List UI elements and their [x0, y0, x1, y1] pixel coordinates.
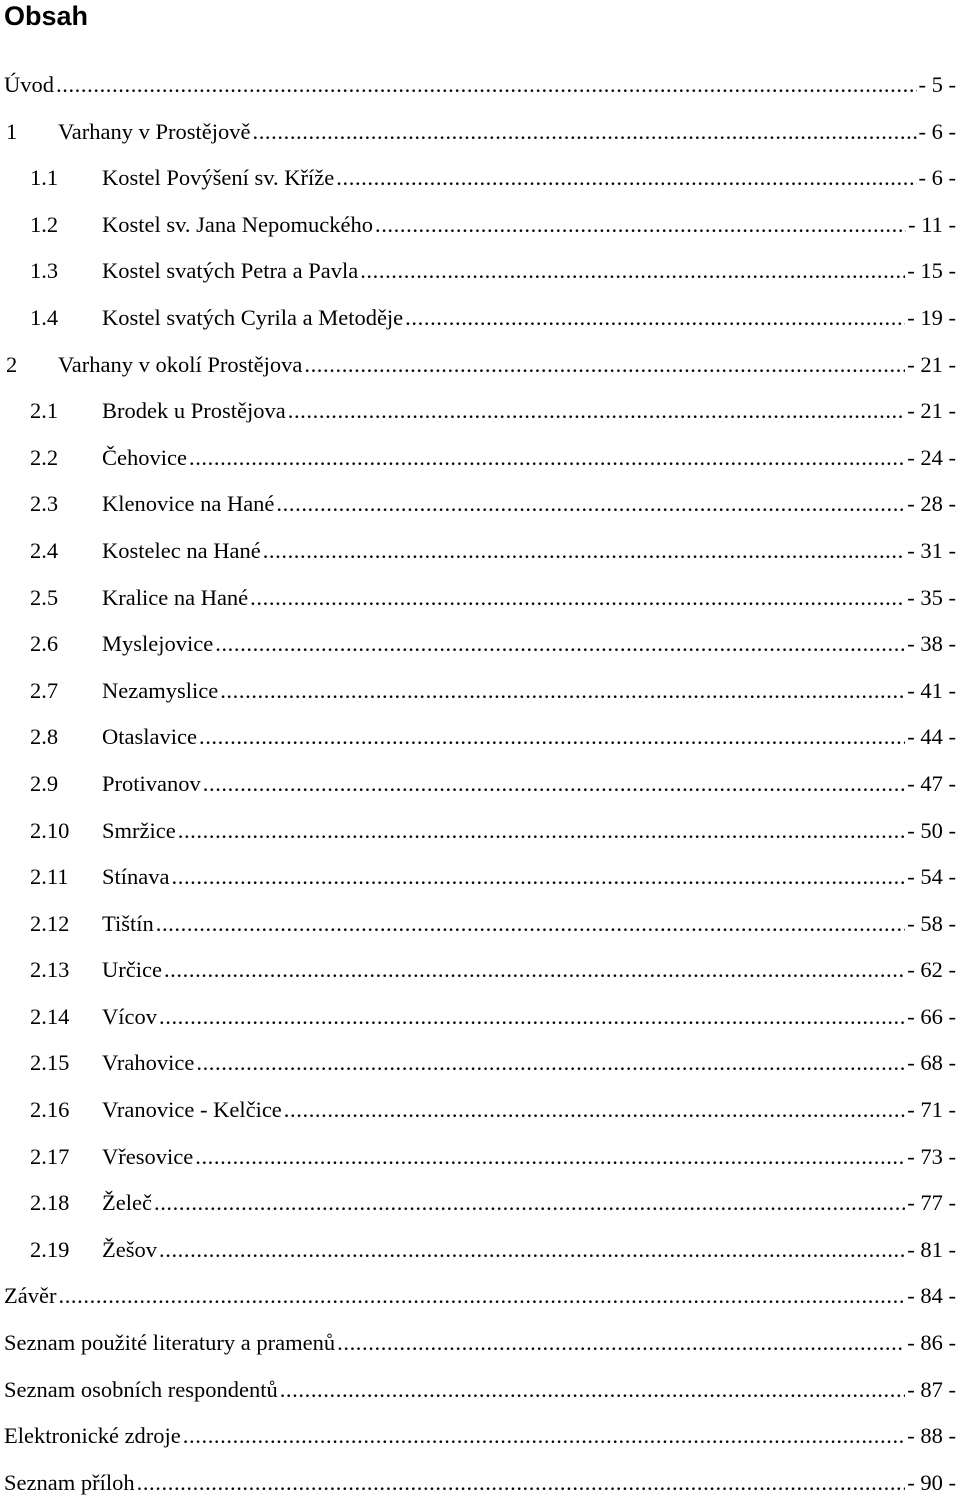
toc-entry-page-number: - 73 -: [907, 1134, 960, 1181]
toc-entry-number: 2.9: [30, 761, 102, 808]
dot-leader: [263, 528, 906, 575]
toc-entry-title: Seznam příloh: [4, 1460, 135, 1506]
toc-entry-page-number: - 28 -: [907, 481, 960, 528]
dot-leader: [337, 1320, 905, 1367]
dot-leader: [195, 1134, 905, 1181]
toc-entry[interactable]: [0, 109, 960, 156]
dot-leader: [284, 1087, 905, 1134]
toc-entry-page-number: - 6 -: [919, 155, 960, 202]
toc-entry-page-number: - 38 -: [907, 621, 960, 668]
dot-leader: [178, 808, 906, 855]
toc-entry-page-number: - 11 -: [908, 202, 960, 249]
toc-entry-title: Klenovice na Hané: [102, 481, 274, 528]
toc-entry[interactable]: [0, 1040, 960, 1087]
dot-leader: [58, 1273, 905, 1320]
toc-entry-number: 2: [6, 342, 58, 389]
toc-entry-page-number: - 15 -: [907, 248, 960, 295]
dot-leader: [250, 575, 905, 622]
toc-entry-page-number: - 84 -: [907, 1273, 960, 1320]
dot-leader: [137, 1460, 906, 1506]
dot-leader: [159, 1227, 905, 1274]
toc-entry-page-number: - 50 -: [907, 808, 960, 855]
toc-entry-page-number: - 5 -: [919, 62, 960, 109]
toc-entry-title: Seznam osobních respondentů: [4, 1367, 278, 1414]
toc-entry-number: 1.4: [30, 295, 102, 342]
toc-entry-page-number: - 68 -: [907, 1040, 960, 1087]
toc-entry[interactable]: [0, 714, 960, 761]
toc-entry-number: 2.7: [30, 668, 102, 715]
toc-entry-number: 2.4: [30, 528, 102, 575]
toc-entry-page-number: - 24 -: [907, 435, 960, 482]
toc-entry-page-number: - 31 -: [907, 528, 960, 575]
toc-entry[interactable]: [0, 1227, 960, 1274]
toc-entry-title: Varhany v Prostějově: [58, 109, 250, 156]
toc-entry[interactable]: [0, 1087, 960, 1134]
dot-leader: [56, 62, 917, 109]
toc-entry-title: Myslejovice: [102, 621, 213, 668]
toc-entry[interactable]: [0, 435, 960, 482]
toc-entry-number: 1.2: [30, 202, 102, 249]
toc-entry-number: 1.1: [30, 155, 102, 202]
dot-leader: [172, 854, 906, 901]
toc-entry[interactable]: [0, 388, 960, 435]
toc-entry-number: 2.6: [30, 621, 102, 668]
table-of-contents: [0, 62, 960, 1506]
toc-entry[interactable]: [0, 295, 960, 342]
toc-entry-page-number: - 47 -: [907, 761, 960, 808]
toc-entry-page-number: - 88 -: [907, 1413, 960, 1460]
dot-leader: [304, 342, 905, 389]
dot-leader: [252, 109, 916, 156]
toc-entry[interactable]: [0, 1367, 960, 1414]
toc-entry-title: Vřesovice: [102, 1134, 193, 1181]
toc-entry-page-number: - 6 -: [919, 109, 960, 156]
dot-leader: [164, 947, 905, 994]
dot-leader: [156, 901, 906, 948]
toc-entry[interactable]: [0, 342, 960, 389]
toc-entry-title: Kostel Povýšení sv. Kříže: [102, 155, 334, 202]
toc-entry[interactable]: [0, 202, 960, 249]
toc-entry-number: 2.15: [30, 1040, 102, 1087]
toc-entry[interactable]: [0, 808, 960, 855]
toc-entry-title: Brodek u Prostějova: [102, 388, 286, 435]
dot-leader: [336, 155, 916, 202]
dot-leader: [288, 388, 906, 435]
dot-leader: [159, 994, 905, 1041]
dot-leader: [280, 1367, 906, 1414]
toc-entry-title: Stínava: [102, 854, 170, 901]
toc-entry-number: 2.14: [30, 994, 102, 1041]
toc-entry-number: 1: [6, 109, 58, 156]
toc-entry[interactable]: [0, 1320, 960, 1367]
dot-leader: [276, 481, 905, 528]
toc-entry-title: Úvod: [4, 62, 54, 109]
toc-entry-page-number: - 86 -: [907, 1320, 960, 1367]
toc-entry-title: Kralice na Hané: [102, 575, 248, 622]
toc-entry-page-number: - 44 -: [907, 714, 960, 761]
toc-entry-title: Nezamyslice: [102, 668, 218, 715]
toc-entry-title: Kostel svatých Petra a Pavla: [102, 248, 358, 295]
toc-entry-title: Kostelec na Hané: [102, 528, 261, 575]
toc-entry-page-number: - 41 -: [907, 668, 960, 715]
toc-entry-page-number: - 71 -: [907, 1087, 960, 1134]
toc-entry-number: 2.13: [30, 947, 102, 994]
toc-entry-number: 2.12: [30, 901, 102, 948]
toc-entry-number: 2.1: [30, 388, 102, 435]
toc-entry-number: 2.18: [30, 1180, 102, 1227]
toc-entry-number: 2.17: [30, 1134, 102, 1181]
toc-entry-number: 2.3: [30, 481, 102, 528]
toc-entry-title: Kostel svatých Cyrila a Metoděje: [102, 295, 403, 342]
toc-entry-page-number: - 90 -: [907, 1460, 960, 1506]
toc-entry-title: Kostel sv. Jana Nepomuckého: [102, 202, 373, 249]
toc-entry[interactable]: [0, 901, 960, 948]
toc-entry-title: Vrahovice: [102, 1040, 194, 1087]
toc-entry-number: 2.2: [30, 435, 102, 482]
toc-entry-title: Seznam použité literatury a pramenů: [4, 1320, 335, 1367]
toc-entry-title: Otaslavice: [102, 714, 197, 761]
dot-leader: [196, 1040, 905, 1087]
toc-entry-title: Vícov: [102, 994, 157, 1041]
toc-entry-number: 2.5: [30, 575, 102, 622]
toc-entry[interactable]: [0, 761, 960, 808]
toc-entry-title: Smržice: [102, 808, 176, 855]
toc-entry-page-number: - 62 -: [907, 947, 960, 994]
toc-entry-title: Protivanov: [102, 761, 201, 808]
toc-entry[interactable]: [0, 575, 960, 622]
toc-entry-page-number: - 21 -: [907, 388, 960, 435]
toc-entry-title: Závěr: [4, 1273, 56, 1320]
toc-entry[interactable]: [0, 155, 960, 202]
toc-entry-page-number: - 81 -: [907, 1227, 960, 1274]
toc-entry-title: Určice: [102, 947, 162, 994]
toc-entry[interactable]: [0, 1413, 960, 1460]
dot-leader: [220, 668, 905, 715]
toc-entry-page-number: - 77 -: [907, 1180, 960, 1227]
toc-entry[interactable]: [0, 62, 960, 109]
toc-entry-page-number: - 87 -: [907, 1367, 960, 1414]
toc-entry-page-number: - 35 -: [907, 575, 960, 622]
toc-entry[interactable]: [0, 854, 960, 901]
dot-leader: [405, 295, 905, 342]
dot-leader: [189, 435, 905, 482]
toc-entry-number: 2.11: [30, 854, 102, 901]
toc-entry-number: 2.8: [30, 714, 102, 761]
toc-entry[interactable]: [0, 668, 960, 715]
toc-entry-title: Žešov: [102, 1227, 157, 1274]
toc-entry-number: 2.10: [30, 808, 102, 855]
dot-leader: [203, 761, 906, 808]
toc-entry-title: Želeč: [102, 1180, 152, 1227]
dot-leader: [154, 1180, 905, 1227]
dot-leader: [183, 1413, 905, 1460]
dot-leader: [215, 621, 905, 668]
toc-entry-number: 2.16: [30, 1087, 102, 1134]
toc-entry[interactable]: [0, 248, 960, 295]
toc-entry[interactable]: [0, 1460, 960, 1506]
toc-entry[interactable]: [0, 481, 960, 528]
toc-entry-title: Elektronické zdroje: [4, 1413, 181, 1460]
toc-entry[interactable]: [0, 1180, 960, 1227]
toc-entry[interactable]: [0, 947, 960, 994]
toc-entry-page-number: - 58 -: [907, 901, 960, 948]
toc-entry-page-number: - 66 -: [907, 994, 960, 1041]
toc-entry-page-number: - 54 -: [907, 854, 960, 901]
toc-entry-title: Varhany v okolí Prostějova: [58, 342, 302, 389]
toc-entry-number: 2.19: [30, 1227, 102, 1274]
toc-entry[interactable]: [0, 994, 960, 1041]
dot-leader: [199, 714, 905, 761]
dot-leader: [360, 248, 905, 295]
toc-entry-page-number: - 21 -: [907, 342, 960, 389]
page-title: Obsah: [4, 0, 88, 32]
toc-entry-title: Čehovice: [102, 435, 187, 482]
dot-leader: [375, 202, 906, 249]
toc-entry[interactable]: [0, 528, 960, 575]
toc-entry-page-number: - 19 -: [907, 295, 960, 342]
toc-entry-title: Vranovice - Kelčice: [102, 1087, 282, 1134]
toc-entry-title: Tištín: [102, 901, 154, 948]
toc-entry-number: 1.3: [30, 248, 102, 295]
toc-entry[interactable]: [0, 1273, 960, 1320]
toc-entry[interactable]: [0, 1134, 960, 1181]
toc-entry[interactable]: [0, 621, 960, 668]
